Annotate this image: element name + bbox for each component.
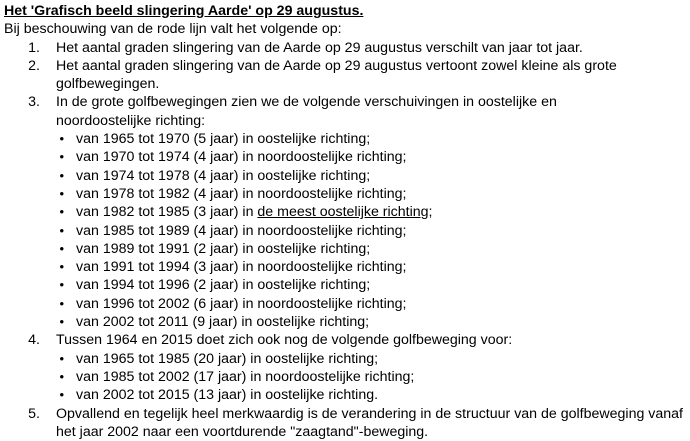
list-item-2 [4, 57, 690, 94]
shift-list-item-3 [4, 130, 690, 331]
list-item-1 [4, 39, 690, 57]
bullet-icon [4, 130, 70, 148]
bullet-icon [4, 203, 70, 221]
bullet-icon [4, 295, 70, 313]
item-number: 3. [28, 94, 40, 111]
bullet-icon [4, 240, 70, 258]
bullet-icon [4, 368, 70, 386]
list-item: • van 1994 tot 1996 (2 jaar) in oostelijke richting; [4, 276, 690, 294]
item-text: Het aantal graden slingering van de Aarde op 29 augustus vertoont zowel kleine als grote golfbewegingen. [56, 57, 617, 93]
item-number: 4. [28, 332, 40, 349]
underlined-phrase: de meest oostelijke richting [257, 204, 429, 221]
list-item-3 [4, 93, 690, 130]
list-item: • van 2002 tot 2011 (9 jaar) in oostelijke richting; [4, 313, 690, 331]
list-item: • van 2002 tot 2015 (13 jaar) in oostelijke richting. [4, 386, 690, 404]
list-item: • van 1965 tot 1970 (5 jaar) in oostelijke richting; [4, 130, 690, 148]
bullet-icon [4, 258, 70, 276]
bullet-icon [4, 350, 70, 368]
bullet-icon [4, 313, 70, 331]
shift-list-item-4 [4, 350, 690, 405]
item-number: 1. [28, 39, 40, 56]
list-item: • van 1970 tot 1974 (4 jaar) in noordoostelijke richting; [4, 148, 690, 166]
item-number: 5. [28, 405, 40, 422]
list-item: • van 1982 tot 1985 (3 jaar) in de meest oostelijke richting; [4, 203, 690, 221]
intro-text: Bij beschouwing van de rode lijn valt het volgende op: [4, 21, 342, 38]
item-number: 2. [28, 57, 40, 74]
item-text: Tussen 1964 en 2015 doet zich ook nog de volgende golfbeweging voor: [56, 332, 513, 349]
bullet-icon [4, 276, 70, 294]
list-item: • van 1996 tot 2002 (6 jaar) in noordoostelijke richting; [4, 295, 690, 313]
list-item: • van 1965 tot 1985 (20 jaar) in oostelijke richting; [4, 350, 690, 368]
list-item: • van 1985 tot 1989 (4 jaar) in noordoostelijke richting; [4, 222, 690, 240]
bullet-icon [4, 222, 70, 240]
list-item: • van 1974 tot 1978 (4 jaar) in oostelijke richting; [4, 167, 690, 185]
item-text: Opvallend en tegelijk heel merkwaardig is de verandering in de structuur van de golfbeweging vanaf het jaar 2002 naar een voortdurende "zaagtand"-beweging. [56, 405, 683, 440]
list-item-4 [4, 331, 690, 349]
list-item: • van 1991 tot 1994 (3 jaar) in noordoostelijke richting; [4, 258, 690, 276]
list-item: • van 1985 tot 2002 (17 jaar) in noordoostelijke richting; [4, 368, 690, 386]
bullet-icon [4, 148, 70, 166]
list-item-5 [4, 405, 690, 441]
bullet-icon [4, 386, 70, 404]
list-item: • van 1978 tot 1982 (4 jaar) in noordoostelijke richting; [4, 185, 690, 203]
list-item: • van 1989 tot 1991 (2 jaar) in oostelijke richting; [4, 240, 690, 258]
bullet-icon [4, 185, 70, 203]
item-text: In de grote golfbewegingen zien we de volgende verschuivingen in oostelijke en noordoostelijke richting: [56, 94, 557, 129]
document-title: Het 'Grafisch beeld slingering Aarde' op 29 augustus. [4, 3, 364, 19]
bullet-icon [4, 167, 70, 185]
item-text: Het aantal graden slingering van de Aarde op 29 augustus verschilt van jaar tot jaar. [56, 39, 583, 56]
